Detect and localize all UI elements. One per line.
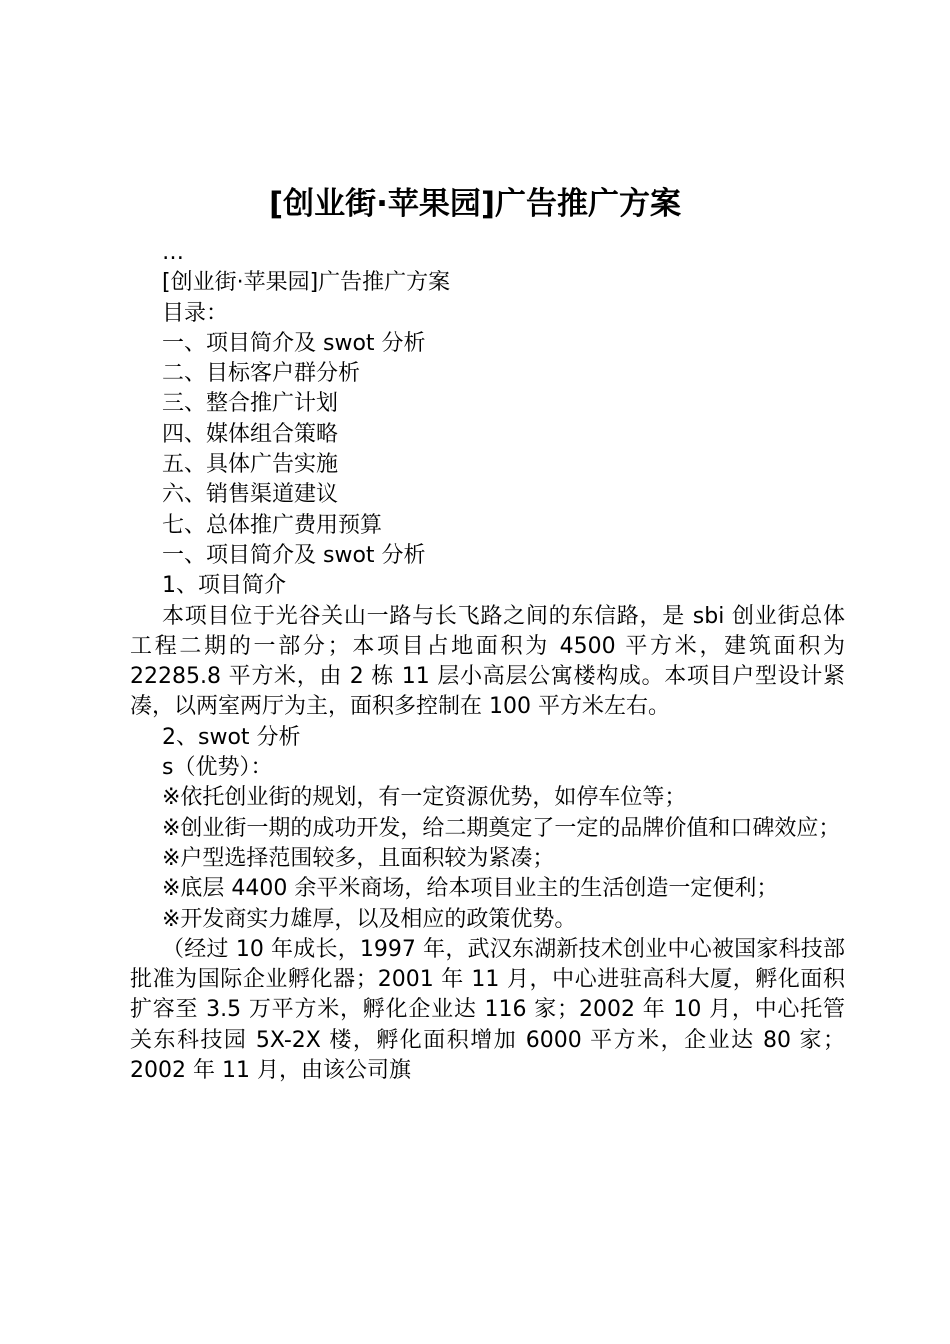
document-body xyxy=(130,238,845,1086)
toc-item: 二、目标客户群分析 xyxy=(162,361,361,387)
ellipsis-line: … xyxy=(162,240,184,265)
toc-heading: 目录： xyxy=(162,300,229,326)
bullet-paragraph: ※户型选择范围较多，且面积较为紧凑； xyxy=(162,845,555,871)
repeated-title-line: [创业街·苹果园]广告推广方案 xyxy=(162,270,451,296)
bullet-paragraph: ※依托创业街的规划，有一定资源优势，如停车位等； xyxy=(162,785,687,811)
body-paragraph: （经过 10 年成长，1997 年，武汉东湖新技术创业中心被国家科技部批准为国际企业孵化器；2001 年 11 月，中心进驻高科大厦，孵化面积扩容至 3.5 万平方米，孵化企业达 116 家；2002 年 10 月，中心托管关东科技园 5X-2X 楼，孵化面积增加 6000 平方米，企业达 80 家；2002 年 11 月，由该公司旗 xyxy=(130,936,845,1084)
subsection-heading: 2、swot 分析 xyxy=(162,724,301,750)
toc-item: 三、整合推广计划 xyxy=(162,391,339,417)
subsection-heading: 1、项目简介 xyxy=(162,573,286,599)
toc-item: 一、项目简介及 swot 分析 xyxy=(162,330,426,356)
swot-heading: s（优势）： xyxy=(162,755,273,781)
toc-item: 四、媒体组合策略 xyxy=(162,421,339,447)
bullet-paragraph: ※创业街一期的成功开发，给二期奠定了一定的品牌价值和口碑效应； xyxy=(162,815,841,841)
body-paragraph: 本项目位于光谷关山一路与长飞路之间的东信路，是 sbi 创业街总体工程二期的一部分；本项目占地面积为 4500 平方米，建筑面积为 22285.8 平方米，由 2 栋 11 层小高层公寓楼构成。本项目户型设计紧凑，以两室两厅为主，面积多控制在 100 平方米左右。 xyxy=(130,603,845,720)
section-heading: 一、项目简介及 swot 分析 xyxy=(162,542,426,568)
toc-item: 五、具体广告实施 xyxy=(162,452,339,478)
bullet-paragraph: ※开发商实力雄厚，以及相应的政策优势。 xyxy=(162,906,577,932)
bullet-paragraph: ※底层 4400 余平米商场，给本项目业主的生活创造一定便利； xyxy=(162,876,779,902)
toc-item: 七、总体推广费用预算 xyxy=(162,512,383,538)
document-title: [创业街·苹果园]广告推广方案 xyxy=(268,186,682,222)
toc-item: 六、销售渠道建议 xyxy=(162,482,339,508)
